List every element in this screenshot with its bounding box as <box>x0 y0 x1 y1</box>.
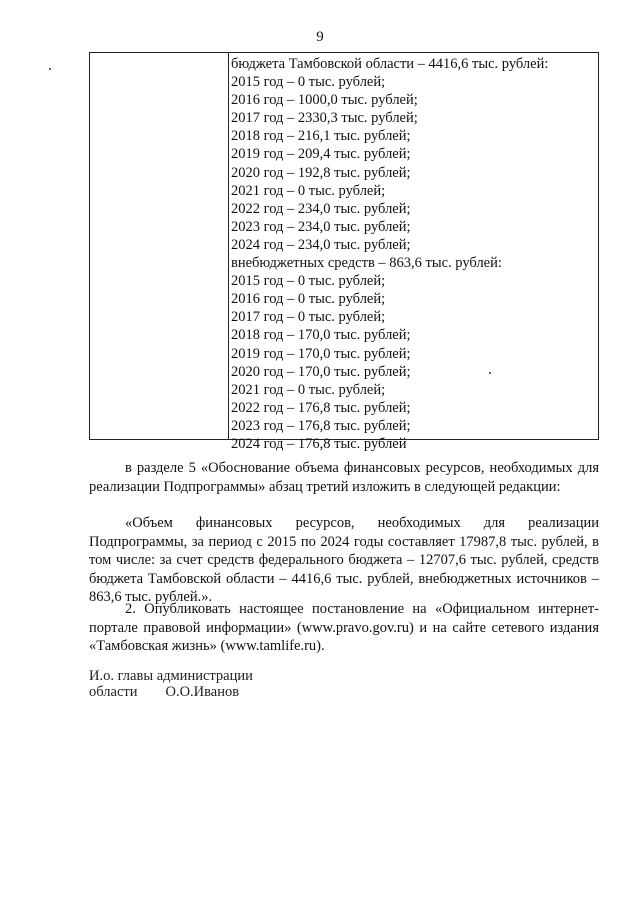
page-number: 9 <box>316 29 324 45</box>
scan-speck <box>49 68 51 70</box>
table-line: 2020 год – 170,0 тыс. рублей; <box>231 363 411 380</box>
table-line: 2022 год – 234,0 тыс. рублей; <box>231 200 411 217</box>
table-right-cell <box>231 55 596 453</box>
table-line: 2017 год – 2330,3 тыс. рублей; <box>231 110 418 127</box>
funding-table <box>89 52 599 452</box>
table-line: 2023 год – 234,0 тыс. рублей; <box>231 218 411 235</box>
amendment-paragraph: в разделе 5 «Обоснование объема финансовых ресурсов, необходимых для реализации Подпрограммы» абзац третий изложить в следующей редакции: <box>89 460 599 495</box>
table-line: 2018 год – 216,1 тыс. рублей; <box>231 128 411 145</box>
table-line: 2017 год – 0 тыс. рублей; <box>231 309 386 326</box>
signature-region: области <box>89 684 138 700</box>
table-line: бюджета Тамбовской области – 4416,6 тыс. рублей: <box>231 56 549 72</box>
table-line: 2020 год – 192,8 тыс. рублей; <box>231 164 411 181</box>
quoted-funding-paragraph: «Объем финансовых ресурсов, необходимых для реализации Подпрограммы, за период с 2015 по 2024 годы составляет 17987,8 тыс. рублей, в том числе: за счет средств федерального бюджета – 12707,6 тыс. рублей, средств бюджета Тамбовской области – 4416,6 тыс. рублей, внебюджетных источников – 863,6 тыс. рублей.». <box>89 515 599 605</box>
signature-title: И.о. главы администрации <box>89 668 253 684</box>
signature-block <box>89 668 253 700</box>
table-line: внебюджетных средств – 863,6 тыс. рублей: <box>231 255 502 272</box>
table-line: 2019 год – 170,0 тыс. рублей; <box>231 345 411 362</box>
table-line: 2019 год – 209,4 тыс. рублей; <box>231 146 411 163</box>
publication-paragraph: 2. Опубликовать настоящее постановление на «Официальном интернет-портале правовой информации» (www.pravo.gov.ru) и на сайте сетевого издания «Тамбовская жизнь» (www.tamlife.ru). <box>89 601 599 654</box>
table-line: 2018 год – 170,0 тыс. рублей; <box>231 327 411 344</box>
signature-name: О.О.Иванов <box>165 684 240 700</box>
table-line: 2024 год – 234,0 тыс. рублей; <box>231 236 411 253</box>
table-line: 2023 год – 176,8 тыс. рублей; <box>231 417 411 434</box>
signature-line <box>89 684 253 700</box>
table-column-divider <box>228 53 229 439</box>
table-line: 2021 год – 0 тыс. рублей; <box>231 182 386 199</box>
table-line: 2024 год – 176,8 тыс. рублей <box>231 435 407 452</box>
table-line: 2016 год – 0 тыс. рублей; <box>231 291 386 308</box>
table-line: 2016 год – 1000,0 тыс. рублей; <box>231 92 418 109</box>
table-line: 2015 год – 0 тыс. рублей; <box>231 74 386 91</box>
table-line: 2022 год – 176,8 тыс. рублей; <box>231 399 411 416</box>
scan-speck <box>489 372 491 374</box>
table-line: 2015 год – 0 тыс. рублей; <box>231 273 386 290</box>
table-line: 2021 год – 0 тыс. рублей; <box>231 381 386 398</box>
